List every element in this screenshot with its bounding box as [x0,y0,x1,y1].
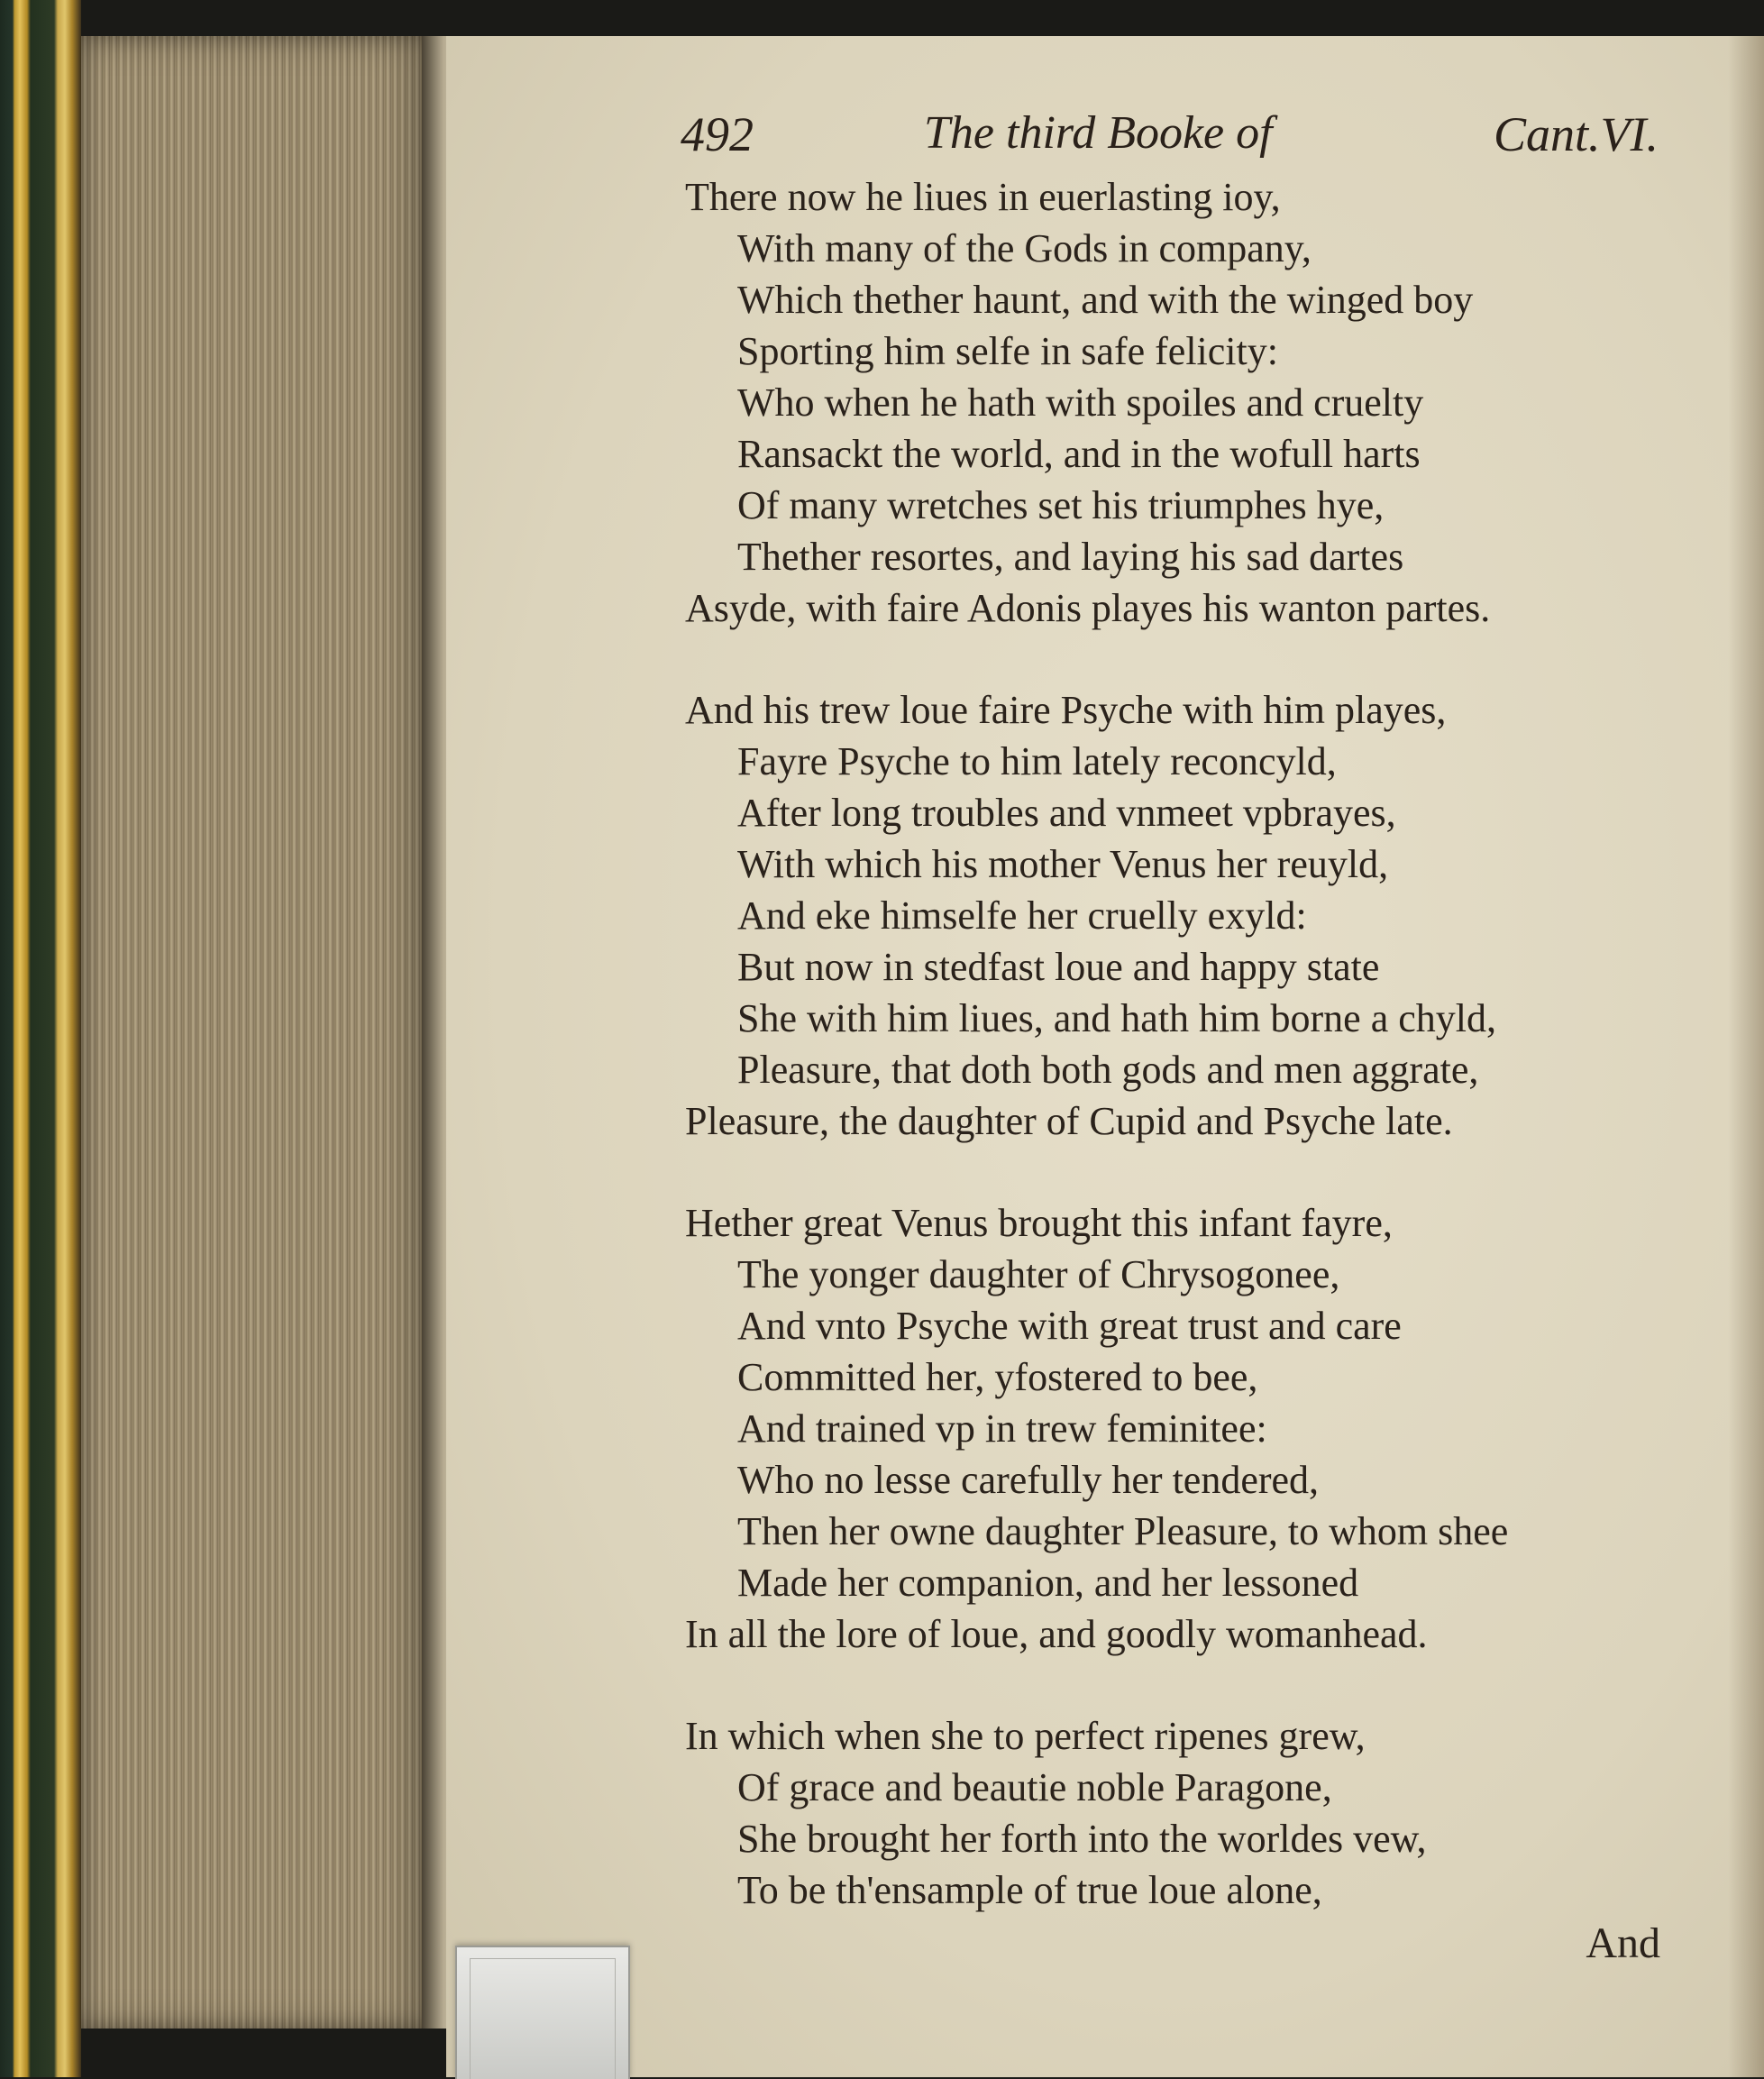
verse-line: After long troubles and vnmeet vpbrayes, [737,791,1396,835]
verse-line: But now in stedfast loue and happy state [737,945,1380,989]
verse-line: In all the lore of loue, and goodly womanhead. [685,1612,1428,1656]
verse-line: Who when he hath with spoiles and cruelty [737,380,1424,425]
verse-line: Of grace and beautie noble Paragone, [737,1765,1332,1809]
verse-line: Of many wretches set his triumphes hye, [737,483,1385,527]
verse-line: Which thether haunt, and with the winged boy [737,278,1474,322]
page-header [681,106,1659,169]
verse-line: Asyde, with faire Adonis playes his wanton partes. [685,586,1491,630]
verse-line: Fayre Psyche to him lately reconcyld, [737,739,1337,783]
stanza [685,1710,1677,1916]
canto-label: Cant.VI. [1494,107,1659,161]
stanza [685,171,1677,634]
catchword: And [1586,1919,1660,1967]
verse-line: And trained vp in trew feminitee: [737,1406,1267,1451]
verse-line: And vnto Psyche with great trust and care [737,1304,1402,1348]
page-fore-edge [81,36,433,2029]
running-title: The third Booke of [924,107,1273,159]
verse-line: There now he liues in euerlasting ioy, [685,175,1281,219]
verse-line: Ransackt the world, and in the wofull harts [737,432,1421,476]
verse-line: Who no lesse carefully her tendered, [737,1458,1320,1502]
verse-line: Pleasure, that doth both gods and men aggrate, [737,1048,1479,1092]
verse-line: She brought her forth into the worldes vew, [737,1817,1427,1861]
verse-line: In which when she to perfect ripenes grew, [685,1714,1366,1758]
verse-line: Thether resortes, and laying his sad dartes [737,535,1404,579]
verse-line: Pleasure, the daughter of Cupid and Psyche late. [685,1099,1453,1143]
verse-line: And his trew loue faire Psyche with him playes, [685,688,1447,732]
page-number: 492 [681,107,754,161]
stanza [685,684,1677,1147]
verse-line: And eke himselfe her cruelly exyld: [737,893,1307,938]
stanza [685,1197,1677,1660]
verse-line: Then her owne daughter Pleasure, to whom shee [737,1509,1509,1553]
book-cover-edge [0,0,81,2077]
poem-text [685,171,1677,1966]
verse-line: To be th'ensample of true loue alone, [737,1868,1322,1912]
verse-line: Committed her, yfostered to bee, [737,1355,1258,1399]
verse-line: The yonger daughter of Chrysogonee, [737,1252,1340,1296]
verse-line: She with him liues, and hath him borne a chyld, [737,996,1496,1040]
page-holder-clip [455,1946,630,2079]
verse-line: Made her companion, and her lessoned [737,1561,1359,1605]
verse-line: Sporting him selfe in safe felicity: [737,329,1278,373]
verse-line: With which his mother Venus her reuyld, [737,842,1389,886]
verse-line: Hether great Venus brought this infant fayre, [685,1201,1393,1245]
verse-line: With many of the Gods in company, [737,226,1312,270]
